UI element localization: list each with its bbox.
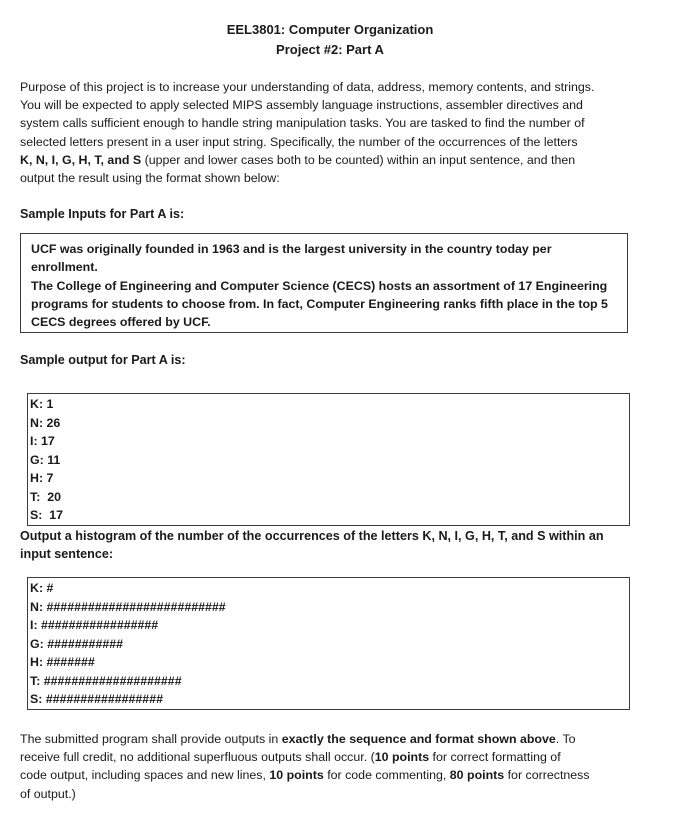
closing-line [20,730,640,748]
project-title: Project #2: Part A [276,42,384,57]
intro-line: You will be expected to apply selected MIPS assembly language instructions, assembler directives and [20,98,583,113]
intro-line: output the result using the format shown below: [20,171,280,186]
closing-emphasis: 10 points [269,768,324,783]
closing-text: . To [555,732,576,746]
output-line-k: K: 1 [30,397,54,411]
closing-line: of output.) [20,786,76,801]
closing-text: for correctness [504,768,590,783]
title-block [0,20,660,60]
output-line-n: N: 26 [30,415,61,430]
intro-line: selected letters present in a user input string. Specifically, the number of the occurrences of the letters [20,134,578,149]
histogram-heading [20,527,604,563]
closing-emphasis: exactly the sequence and format shown above [281,732,556,746]
histogram-heading-line: Output a histogram of the number of the occurrences of the letters K, N, I, G, H, T, and S within an [20,529,604,543]
sample-input-line: CECS degrees offered by UCF. [31,315,211,330]
closing-emphasis: 10 points [374,750,430,765]
course-title: EEL3801: Computer Organization [226,22,434,37]
output-line-t: T: 20 [30,489,61,504]
histogram-line-k: K: # [30,581,54,595]
sample-input-line: The College of Engineering and Computer Science (CECS) hosts an assortment of 17 Engineering [31,278,608,293]
closing-line [20,766,640,784]
intro-line: system calls sufficient enough to handle string manipulation tasks. You are tasked to find the number of [20,116,585,131]
histogram-line-h: H: ####### [30,655,95,669]
histogram-line-s: S: ################# [30,692,163,706]
closing-emphasis: 80 points [449,768,505,783]
output-line-h: H: 7 [30,471,54,485]
histogram-line-i: I: ################# [30,618,159,632]
output-line-g: G: 11 [30,452,61,467]
closing-text: code output, including spaces and new lines, [20,768,270,783]
sample-input-line: UCF was originally founded in 1963 and is the largest university in the country today per enrollment. [31,242,552,275]
closing-text: receive full credit, no additional superfluous outputs shall occur. ( [20,750,375,765]
closing-text: The submitted program shall provide outputs in [20,732,282,746]
sample-output-heading: Sample output for Part A is: [20,353,186,367]
histogram-heading-line: input sentence: [20,547,114,561]
output-line-s: S: 17 [30,508,64,522]
histogram-line-g: G: ########### [30,636,124,651]
sample-input-line: programs for students to choose from. In fact, Computer Engineering ranks fifth place in the top 5 [31,296,608,311]
intro-line: Purpose of this project is to increase your understanding of data, address, memory contents, and strings. [20,80,595,94]
sample-input-box [20,233,628,333]
histogram-line-t: T: #################### [30,673,182,688]
intro-line-rest: (upper and lower cases both to be counted) within an input sentence, and then [141,152,576,167]
histogram-line-n: N: ########################## [30,599,226,614]
closing-paragraph [20,730,640,803]
closing-text: for code commenting, [323,768,450,783]
sample-output-box [27,393,630,526]
intro-paragraph [20,78,640,187]
intro-line [20,151,640,169]
histogram-box [27,577,630,710]
output-line-i: I: 17 [30,434,55,448]
sample-input-heading: Sample Inputs for Part A is: [20,207,185,221]
letters-emphasis: K, N, I, G, H, T, and S [20,152,142,167]
closing-text: for correct formatting of [429,750,561,765]
closing-line [20,748,640,766]
